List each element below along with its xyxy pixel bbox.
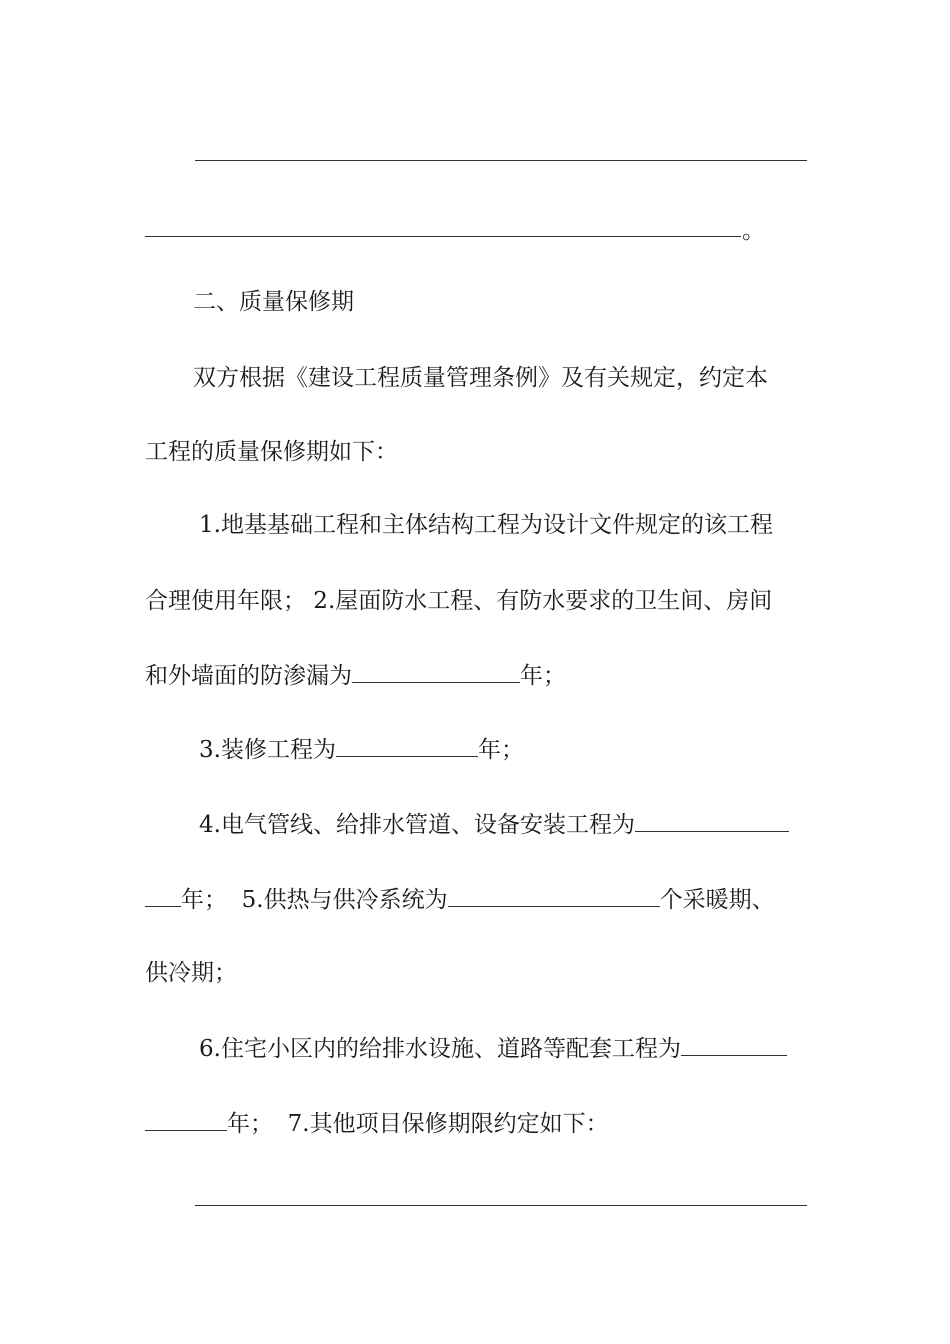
item-2-text: 和外墙面的防渗漏为 bbox=[145, 663, 352, 689]
item-1-line-1: 1.地基基础工程和主体结构工程为设计文件规定的该工程 bbox=[199, 512, 773, 538]
item-3-suffix: 年； bbox=[477, 737, 524, 763]
item-5-periods-blank[interactable] bbox=[448, 884, 660, 907]
item-1-line-2: 合理使用年限； 2.屋面防水工程、有防水要求的卫生间、房间 bbox=[145, 588, 773, 614]
item-4-text: 4.电气管线、给排水管道、设备安装工程为 bbox=[199, 812, 635, 838]
section-heading: 二、质量保修期 bbox=[193, 289, 354, 315]
item-3-line bbox=[199, 734, 524, 765]
item-5-line-2: 供冷期； bbox=[145, 960, 237, 986]
item-3-text: 3.装修工程为 bbox=[199, 737, 336, 763]
item-4-line-1 bbox=[199, 809, 789, 840]
item-2-suffix: 年； bbox=[520, 663, 566, 689]
item-2-line-3 bbox=[145, 660, 566, 691]
fill-in-line[interactable] bbox=[145, 236, 741, 237]
item-4-years-blank-part-1[interactable] bbox=[635, 809, 789, 832]
item-3-years-blank[interactable] bbox=[336, 734, 478, 757]
fill-in-line[interactable] bbox=[195, 1205, 807, 1206]
item-2-years-blank[interactable] bbox=[352, 660, 520, 683]
item-4-5-line bbox=[145, 884, 775, 915]
item-6-line-1 bbox=[199, 1033, 787, 1064]
item-5-text: 5.供热与供冷系统为 bbox=[241, 887, 448, 913]
item-4-years-blank-part-2[interactable] bbox=[145, 884, 181, 907]
end-mark: 。 bbox=[742, 218, 765, 244]
item-6-years-blank-part-2[interactable] bbox=[145, 1108, 227, 1131]
item-6-suffix: 年； bbox=[227, 1111, 273, 1137]
item-5-suffix: 个采暖期、 bbox=[659, 887, 775, 913]
item-4-suffix: 年； bbox=[181, 887, 227, 913]
item-6-years-blank-part-1[interactable] bbox=[681, 1033, 787, 1056]
item-6-7-line bbox=[145, 1108, 609, 1139]
fill-in-line[interactable] bbox=[195, 160, 807, 161]
item-7-text: 7.其他项目保修期限约定如下： bbox=[287, 1111, 609, 1137]
intro-paragraph-line-2: 工程的质量保修期如下： bbox=[145, 439, 398, 465]
item-6-text: 6.住宅小区内的给排水设施、道路等配套工程为 bbox=[199, 1036, 681, 1062]
intro-paragraph-line-1: 双方根据《建设工程质量管理条例》及有关规定，约定本 bbox=[193, 365, 768, 391]
